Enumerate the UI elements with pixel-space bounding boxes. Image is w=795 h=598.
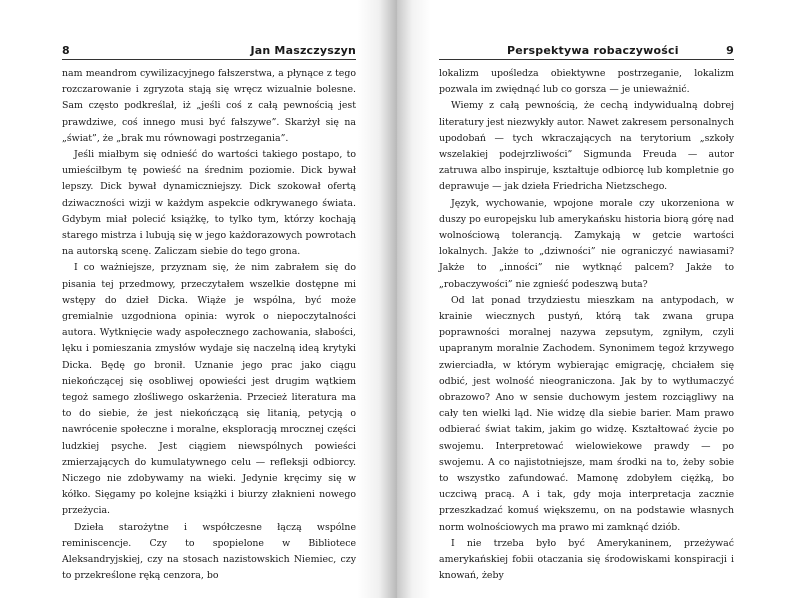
left-running-head: Jan Maszczyszyn	[250, 44, 356, 57]
right-page-header	[439, 44, 734, 60]
paragraph: Jeśli miałbym się odnieść do wartości takiego postapo, to umieściłbym tę powieść na średnim poziomie. Dick bywał lepszy. Dick bywał dynamiczniejszy. Dick szokował ofertą dziwaczności wizji w każdym aspekcie odkrywanego świata. Gdybym miał polecić książkę, to tylko tym, którzy kochają starego mistrza i lubują się w jego każdorazowych powrotach na autorską scenę. Zaliczam siebie do tego grona.	[62, 149, 356, 258]
left-page-number: 8	[62, 44, 70, 57]
gutter-shadow-right	[397, 0, 431, 598]
paragraph: lokalizm upośledza obiektywne postrzeganie, lokalizm pozwala im zwiędnąć lub co gorsza — je unieważnić.	[439, 68, 734, 96]
right-page-body	[439, 66, 734, 585]
left-page-header	[62, 44, 356, 60]
paragraph: I nie trzeba było być Amerykaninem, przeżywać amerykańskiej fobii otaczania się środowiskami konspiracji i knowań, żeby	[439, 537, 734, 582]
gutter-shadow-left	[357, 0, 397, 598]
paragraph: Język, wychowanie, wpojone morale czy ukorzeniona w duszy po europejsku lub amerykańsku historia biorą górę nad wolnościową tolerancją. Zamykają w getcie wartości lokalnych. Jakże to „dziwności” nie ograniczyć nawiasami? Jakże to „innoś​ci” nie wytknąć palcem? Jakże to „robaczywości” nie zgnieść podeszwą buta?	[439, 197, 734, 290]
left-header-rule	[62, 59, 356, 60]
paragraph: Od lat ponad trzydziestu mieszkam na antypodach, w krainie wiecznych pustyń, którą tak zwana grupa poprawności moralnej nazywa zepsutym, zgniłym, czyli upapranym moralnie Zachodem. Synonimem tegoż krzywego zwierciadła, w którym wybierając emigrację, chciałem się odbić, jest wolność nieograniczona. Jak by to wytłumaczyć obrazowo? Ano w sensie duchowym jestem rozciągliwy na cały ten wielki ląd. Nie widzę dla siebie barier. Mam prawo odbierać świat takim, jakim go widzę. Kształtować życie po swojemu. Interpretować wielowiekowe prawdy — po swojemu. A co najistotniejsze, mam środki na to, żeby sobie to wszystko zafundować. Mamonę zdobyłem ciężką, bo uczciwą pracą. A i tak, gdy moja interpretacja zacznie przeszkadzać komuś większemu, on na podstawie własnych norm wolnościowych ma prawo mi zamknąć dziób.	[439, 294, 734, 533]
right-running-head: Perspektywa robaczywości	[507, 44, 679, 57]
paragraph: I co ważniejsze, przyznam się, że nim zabrałem się do pisania tej przedmowy, przeczytałem wszelkie dostępne mi wstępy do dzieł Dicka. Wiąże je wspólna, być może gremialnie uzgodniona opinia: wyrok o niepoczytalności autora. Wytknięcie wady aspołecznego zachowania, słabości, lęku i pomieszania zmysłów wydaje się naczelną ideą krytyki Dicka. Będę go bronił. Uznanie jego prac jako ciągu niekończącej się osobliwej opowieści jest drugim wątkiem tegoż samego złośliwego oskarżenia. Przecież literatura ma to do siebie, że jest niekończącą się litanią, petycją o nawrócenie społeczne i moralne, eksploracją mrocznej części ludzkiej psyche. Jest ciągiem niewspólnych powieści zmierzających do kumulatywnego celu — refleksji odbiorcy. Niczego nie zdobywamy na wieki. Jedynie kręcimy się w kółko. Sięgamy po kolejne książki i biurzy złaknieni nowego przeżycia.	[62, 262, 356, 517]
paragraph: Dzieła starożytne i współczesne łączą wspólne reminiscencje. Czy to spopielone w Bibliotece Aleksandryjskiej, czy na stosach nazistowskich Niemiec, czy to przekreślone ręką cenzora, bo	[62, 521, 356, 582]
right-header-rule	[439, 59, 734, 60]
left-page-body	[62, 66, 356, 585]
right-page	[397, 0, 795, 598]
right-page-number: 9	[726, 44, 734, 57]
paragraph: nam meandrom cywilizacyjnego fałszerstwa, a płynące z tego rozczarowanie i zgryzota stają się wręcz wizualnie bolesne. Sam często podkreślał, iż „jeśli coś z całą pewnością jest prawdziwe, coś innego musi być fałszywe”. Skarżył się na „świat”, że „brak mu równowagi postrzegania”.	[62, 68, 356, 144]
paragraph: Wiemy z całą pewnością, że cechą indywidualną dobrej literatury jest niezwykły autor. Nawet zakresem personalnych upodobań — tych wkraczających na terytorium „szkoły wszelakiej podejrzliwości” Sigmunda Freuda — autor zatruwa albo inspiruje, kształtuje odbiorcę lub kompletnie go deprawuje — jak dzieła Friedricha Nietzschego.	[439, 100, 734, 193]
left-page	[0, 0, 397, 598]
